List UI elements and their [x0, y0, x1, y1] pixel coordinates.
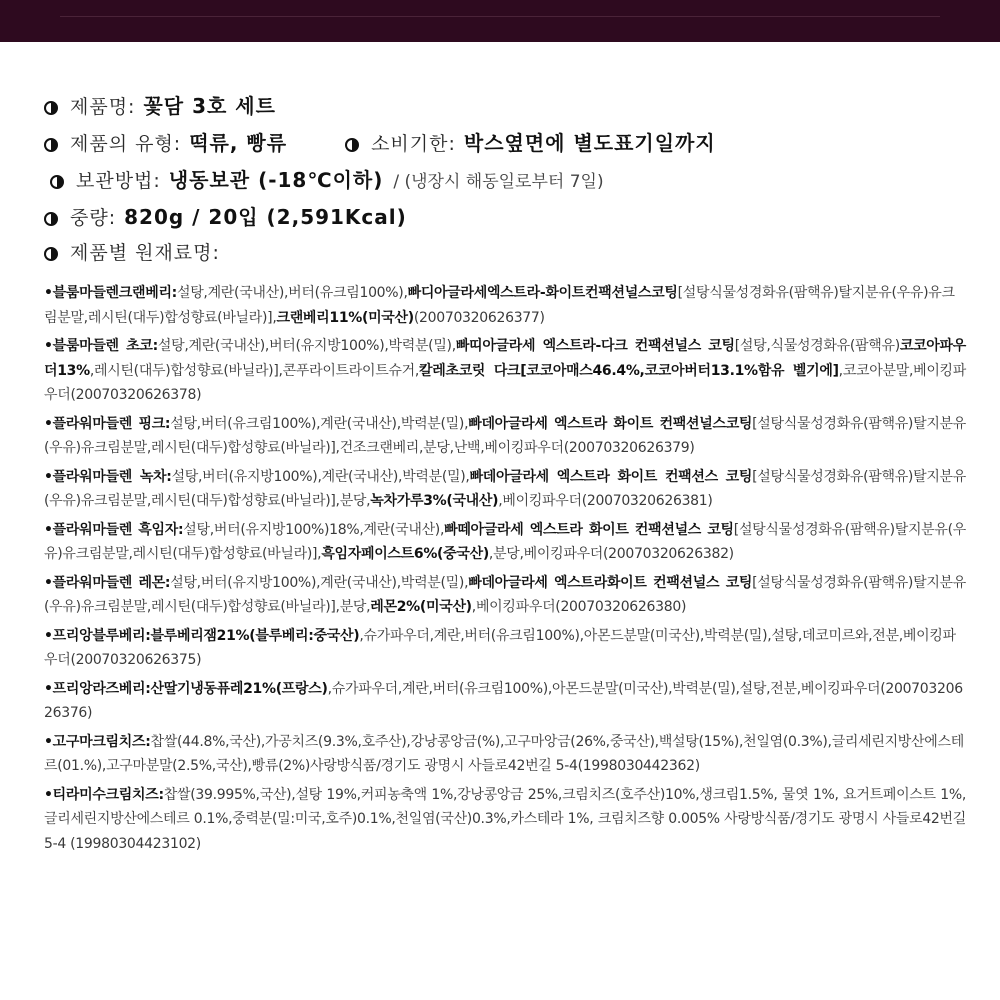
ingredient-product-name: 플라워마들렌 녹차: — [52, 468, 172, 485]
ingredients-header-label: 제품별 원재료명: — [70, 242, 220, 264]
bullet-dot-icon: • — [44, 468, 53, 485]
ingredient-product-name: 티라미수크림치즈: — [52, 786, 164, 803]
half-circle-bullet-icon — [44, 138, 58, 152]
bullet-dot-icon: • — [44, 285, 53, 301]
ingredient-product-name: 프리앙블루베리: — [52, 627, 151, 644]
ingredient-entry — [44, 281, 966, 330]
ingredient-highlight: 흑임자페이스트6%(중국산) — [321, 546, 489, 562]
product-type-label: 제품의 유형: — [70, 133, 182, 155]
half-circle-bullet-icon — [345, 138, 359, 152]
ingredient-highlight: 빠데아글라세 엑스트라화이트 컨팩션널스 코팅 — [468, 574, 753, 591]
product-name-value: 꽃담 3호 세트 — [143, 94, 276, 118]
ingredient-highlight: 빠데아글라세 엑스트라 화이트 컨팩션널스코팅 — [468, 415, 753, 432]
ingredient-product-name: 고구마크림치즈: — [52, 733, 151, 750]
ingredient-text: 설탕,버터(유크림100%),계란(국내산),박력분(밀), — [170, 415, 469, 432]
ingredient-product-name: 블룸마들렌크랜베리: — [52, 285, 177, 301]
product-name-label: 제품명: — [70, 96, 136, 118]
half-circle-bullet-icon — [50, 175, 64, 189]
bullet-dot-icon: • — [44, 521, 53, 538]
half-circle-bullet-icon — [44, 101, 58, 115]
row-ingredients-header — [44, 238, 974, 275]
ingredient-entry — [44, 412, 966, 461]
ingredient-text: [설탕식물성경화유(팜핵유)탈지분유(우유)유크림분말,레시틴(대두)합성향료(바닐라)],건조크랜베리,분당,난백,베이킹파우더(20070320626379) — [44, 415, 966, 456]
bullet-dot-icon: • — [44, 680, 53, 697]
ingredient-text: ,베이킹파우더(20070320626380) — [471, 599, 687, 615]
weight-label: 중량: — [70, 207, 117, 229]
expiry-item — [345, 127, 716, 156]
row-weight — [44, 201, 974, 238]
ingredient-entry — [44, 624, 966, 673]
ingredients-list — [44, 281, 966, 860]
ingredient-text: ,슈가파우더,계란,버터(유크림100%),아몬드분말(미국산),박력분(밀),설탕,데코미르와,전분,베이킹파우더(20070320626375) — [44, 627, 956, 668]
ingredient-entry — [44, 783, 966, 857]
expiry-label: 소비기한: — [371, 133, 456, 155]
ingredient-text: (20070320626377) — [413, 309, 545, 326]
ingredient-highlight: 블루베리잼21%(블루베리:중국산) — [150, 627, 360, 644]
bullet-dot-icon: • — [44, 627, 53, 644]
ingredient-text: ,베이킹파우더(20070320626381) — [498, 493, 713, 509]
ingredient-entry — [44, 571, 966, 620]
weight-item — [44, 201, 407, 230]
ingredient-text: 설탕,계란(국내산),버터(유크림100%), — [176, 285, 408, 301]
ingredient-text: ,분당,베이킹파우더(20070320626382) — [488, 546, 734, 562]
banner-divider — [60, 16, 940, 17]
ingredient-text: 찹쌀(39.995%,국산),설탕 19%,커피농축액 1%,강낭콩앙금 25%,크림치즈(호주산)10%,생크림1.5%, 물엿 1%, 요거트페이스트 1%,글리세린지방산에스테르 0.1%,중력분(밀:미국,호주)0.1%,천일염(국산)0.3%,카스테라 1%, 크림치즈향 0.005% 사랑방식품/경기도 광명시 사들로42번길 5-4 (19980304423102) — [44, 786, 966, 852]
ingredient-text: [설탕식물성경화유(팜핵유)탈지분유(우유)유크림분말,레시틴(대두)합성향료(바닐라)], — [44, 521, 967, 562]
half-circle-bullet-icon — [44, 247, 58, 261]
ingredient-highlight: 빠띠아글라세 엑스트라-다크 컨팩션널스 코팅 — [455, 338, 735, 354]
ingredient-text: ,슈가파우더,계란,버터(유크림100%),아몬드분말(미국산),박력분(밀),설탕,전분,베이킹파우더(20070320626376) — [44, 680, 963, 721]
ingredient-product-name: 블룸마들렌 초코: — [52, 338, 158, 354]
ingredient-entry — [44, 465, 966, 514]
ingredient-highlight: 녹차가루3%(국내산) — [370, 493, 499, 509]
bullet-dot-icon: • — [44, 786, 53, 803]
ingredient-product-name: 플라워마들렌 흑임자: — [52, 521, 184, 538]
ingredient-product-name: 플라워마들렌 레몬: — [52, 574, 171, 591]
ingredient-highlight: 레몬2%(미국산) — [370, 599, 472, 615]
ingredient-highlight: 빠데아글라세 엑스트라 화이트 컨팩션스 코팅 — [469, 468, 753, 485]
row-type-expiry — [44, 127, 974, 164]
ingredient-text: [설탕식물성경화유(팜핵유)탈지분유(우유)유크림분말,레시틴(대두)합성향료(바닐라)],분당, — [44, 574, 966, 615]
ingredient-entry — [44, 518, 966, 567]
ingredient-text: [설탕식물성경화유(팜핵유)탈지분유(우유)유크림분말,레시틴(대두)합성향료(바닐라)],분당, — [44, 468, 966, 509]
bullet-dot-icon: • — [44, 415, 53, 432]
ingredient-highlight: 코코아파우더13% — [44, 338, 966, 379]
ingredient-text: 설탕,버터(유지방100%),계란(국내산),박력분(밀), — [171, 468, 470, 485]
storage-item — [50, 164, 604, 193]
ingredient-text: 찹쌀(44.8%,국산),가공치즈(9.3%,호주산),강낭콩앙금(%),고구마앙금(26%,중국산),백설탕(15%),천일염(0.3%),글리세린지방산에스테르(01.%),고구마분말(2.5%,국산),빵류(2%)사랑방식품/경기도 광명시 사들로42번길 5-4(1998030442362) — [44, 733, 964, 774]
ingredient-product-name: 플라워마들렌 핑크: — [52, 415, 171, 432]
storage-label: 보관방법: — [76, 170, 161, 192]
ingredient-text: [설탕식물성경화유(팜핵유)탈지분유(우유)유크림분말,레시틴(대두)합성향료(바닐라)], — [44, 285, 955, 326]
ingredient-text: ,코코아분말,베이킹파우더(20070320626378) — [44, 362, 966, 403]
ingredient-entry — [44, 730, 966, 779]
weight-value: 820g / 20입 (2,591Kcal) — [124, 205, 407, 229]
ingredient-highlight: 칼레초코릿 다크[코코아매스46.4%,코코아버터13.1%함유 벨기에] — [419, 362, 839, 379]
ingredient-product-name: 프리앙라즈베리: — [52, 680, 151, 697]
ingredient-text: [설탕,식물성경화유(팜핵유) — [734, 338, 900, 354]
bullet-dot-icon: • — [44, 733, 53, 750]
ingredients-header-item — [44, 238, 220, 265]
bullet-dot-icon: • — [44, 574, 53, 591]
expiry-value: 박스옆면에 별도표기일까지 — [463, 131, 716, 155]
top-banner — [0, 0, 1000, 42]
ingredient-text: ,레시틴(대두)합성향료(바닐라)],콘푸라이트라이트슈거, — [89, 362, 420, 379]
ingredient-entry — [44, 677, 966, 726]
product-name-item — [44, 90, 276, 119]
ingredient-text: 설탕,버터(유지방100%)18%,계란(국내산), — [183, 521, 445, 538]
storage-value: 냉동보관 (-18℃이하) — [168, 168, 384, 192]
bullet-dot-icon: • — [44, 338, 53, 354]
storage-note: / (냉장시 해동일로부터 7일) — [393, 172, 604, 192]
ingredient-text: 설탕,계란(국내산),버터(유지방100%),박력분(밀), — [157, 338, 456, 354]
half-circle-bullet-icon — [44, 212, 58, 226]
ingredient-entry — [44, 334, 966, 408]
ingredient-text: 설탕,버터(유지방100%),계란(국내산),박력분(밀), — [170, 574, 469, 591]
ingredient-highlight: 빠떼아글라세 엑스트라 화이트 컨팩션널스 코팅 — [444, 521, 734, 538]
product-type-value: 떡류, 빵류 — [189, 131, 288, 155]
row-product-name — [44, 90, 974, 127]
ingredient-highlight: 크랜베리11%(미국산) — [276, 309, 414, 326]
product-type-item — [44, 127, 287, 156]
ingredient-highlight: 산딸기냉동퓨레21%(프랑스) — [150, 680, 328, 697]
product-info — [44, 90, 974, 275]
ingredient-highlight: 빠디아글라세엑스트라-화이트컨팩션널스코팅 — [407, 285, 678, 301]
row-storage — [44, 164, 974, 201]
